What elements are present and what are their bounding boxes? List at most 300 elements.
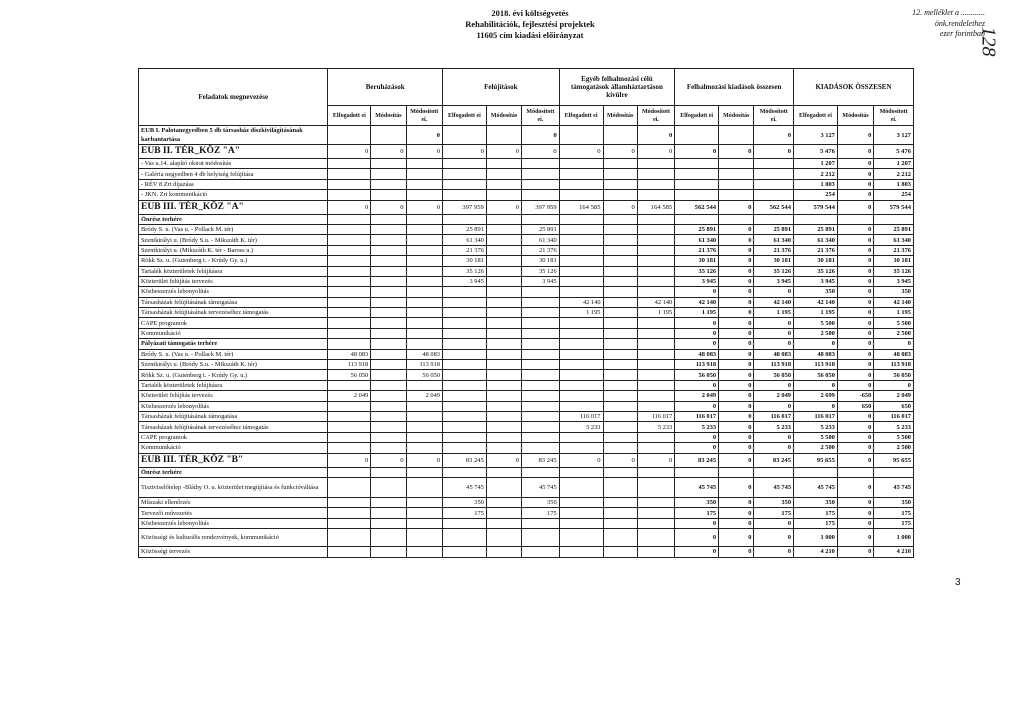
value-cell xyxy=(442,328,486,338)
value-cell xyxy=(371,328,406,338)
value-cell: 0 xyxy=(675,328,719,338)
value-cell: 0 xyxy=(486,145,521,159)
value-cell xyxy=(603,547,637,557)
value-cell: 350 xyxy=(874,287,914,297)
value-cell: 61 340 xyxy=(522,235,559,245)
value-cell xyxy=(371,349,406,359)
row-label: - JKN. Zrt kommunikáció xyxy=(139,190,328,200)
value-cell xyxy=(442,360,486,370)
value-cell: 175 xyxy=(874,518,914,528)
value-cell: 35 126 xyxy=(675,266,719,276)
row-label: Tervezői művezetés xyxy=(139,508,328,518)
value-cell: 0 xyxy=(794,401,838,411)
value-cell: 164 585 xyxy=(559,200,603,214)
value-cell xyxy=(522,422,559,432)
value-cell: 0 xyxy=(837,443,873,453)
value-cell xyxy=(406,497,442,507)
value-cell xyxy=(603,276,637,286)
value-cell: 0 xyxy=(719,308,754,318)
value-cell: 21 376 xyxy=(794,245,838,255)
value-cell: 113 918 xyxy=(328,360,371,370)
value-cell: 0 xyxy=(719,360,754,370)
table-row xyxy=(139,266,914,276)
value-cell: 0 xyxy=(837,380,873,390)
value-cell: 0 xyxy=(837,339,873,349)
value-cell xyxy=(559,169,603,179)
value-cell xyxy=(486,432,521,442)
value-cell xyxy=(637,235,674,245)
value-cell xyxy=(486,287,521,297)
value-cell xyxy=(559,443,603,453)
table-row xyxy=(139,370,914,380)
value-cell xyxy=(442,349,486,359)
annex-regulation: önk.rendelethez xyxy=(934,18,985,28)
value-cell xyxy=(371,370,406,380)
value-cell xyxy=(603,391,637,401)
value-cell: 83 245 xyxy=(675,453,719,467)
value-cell: 0 xyxy=(719,256,754,266)
value-cell: 3 945 xyxy=(442,276,486,286)
value-cell: 0 xyxy=(837,297,873,307)
value-cell: 2 500 xyxy=(794,443,838,453)
value-cell xyxy=(559,497,603,507)
value-cell: 0 xyxy=(559,453,603,467)
value-cell: 0 xyxy=(719,349,754,359)
value-cell: 0 xyxy=(637,145,674,159)
value-cell: 0 xyxy=(406,126,442,145)
value-cell xyxy=(603,126,637,145)
value-cell xyxy=(442,391,486,401)
row-label: - Vas u.14. alapító okirat módosítás xyxy=(139,159,328,169)
sub-column-header: Módosított ei. xyxy=(522,106,559,126)
table-row xyxy=(139,497,914,507)
row-label: Önrész terhére xyxy=(139,467,328,477)
investments-header: Beruházások xyxy=(328,69,443,106)
value-cell: 1 207 xyxy=(794,159,838,169)
value-cell xyxy=(486,401,521,411)
capital-expenditure-total-header: Felhalmozási kiadások összesen xyxy=(675,69,794,106)
value-cell: 113 918 xyxy=(874,360,914,370)
value-cell xyxy=(442,529,486,547)
value-cell xyxy=(637,159,674,169)
value-cell: 1 803 xyxy=(794,179,838,189)
row-label: Közterület felújítás tervezés xyxy=(139,391,328,401)
value-cell: 0 xyxy=(371,453,406,467)
value-cell: 45 745 xyxy=(522,477,559,497)
value-cell: 42 140 xyxy=(794,297,838,307)
row-label: Kommunikáció xyxy=(139,443,328,453)
value-cell xyxy=(486,380,521,390)
value-cell: 35 126 xyxy=(754,266,794,276)
value-cell: 2 500 xyxy=(874,328,914,338)
table-row xyxy=(139,169,914,179)
value-cell xyxy=(406,266,442,276)
row-label: Szentkirályi u. (Bródy S.u. - Mikszáth K. tér) xyxy=(139,235,328,245)
row-label: Tartalék közterületek felújításra xyxy=(139,266,328,276)
value-cell: 116 017 xyxy=(874,411,914,421)
value-cell xyxy=(637,318,674,328)
page-number: 3 xyxy=(955,577,961,588)
value-cell: 0 xyxy=(719,318,754,328)
value-cell xyxy=(603,380,637,390)
value-cell: 5 476 xyxy=(794,145,838,159)
value-cell: 0 xyxy=(874,380,914,390)
value-cell: 2 049 xyxy=(754,391,794,401)
value-cell: 116 017 xyxy=(754,411,794,421)
value-cell xyxy=(371,477,406,497)
value-cell xyxy=(486,318,521,328)
value-cell xyxy=(371,126,406,145)
value-cell: 3 945 xyxy=(874,276,914,286)
value-cell: 113 918 xyxy=(406,360,442,370)
value-cell xyxy=(486,467,521,477)
value-cell: 0 xyxy=(837,159,873,169)
value-cell: 0 xyxy=(719,380,754,390)
value-cell xyxy=(328,339,371,349)
value-cell xyxy=(719,467,754,477)
value-cell xyxy=(486,266,521,276)
value-cell: 562 544 xyxy=(675,200,719,214)
value-cell: 0 xyxy=(719,370,754,380)
value-cell: 0 xyxy=(837,200,873,214)
value-cell: 2 049 xyxy=(874,391,914,401)
sub-column-header: Módosítás xyxy=(371,106,406,126)
value-cell: 5 500 xyxy=(794,318,838,328)
value-cell xyxy=(442,339,486,349)
value-cell: 0 xyxy=(837,266,873,276)
value-cell: 61 340 xyxy=(754,235,794,245)
value-cell xyxy=(637,214,674,224)
value-cell xyxy=(559,547,603,557)
value-cell: 21 376 xyxy=(874,245,914,255)
value-cell: 30 181 xyxy=(874,256,914,266)
value-cell xyxy=(719,159,754,169)
value-cell xyxy=(559,214,603,224)
value-cell xyxy=(603,467,637,477)
value-cell xyxy=(442,547,486,557)
row-label: Pályázati támogatás terhére xyxy=(139,339,328,349)
value-cell xyxy=(371,308,406,318)
value-cell: 35 126 xyxy=(522,266,559,276)
row-label: Társasházak felújításának támogatása xyxy=(139,297,328,307)
value-cell: 0 xyxy=(837,318,873,328)
value-cell: 21 376 xyxy=(442,245,486,255)
value-cell xyxy=(603,422,637,432)
sub-column-header: Elfogadott ei xyxy=(675,106,719,126)
value-cell xyxy=(328,159,371,169)
value-cell xyxy=(328,477,371,497)
sub-column-header: Elfogadott ei xyxy=(559,106,603,126)
value-cell: 0 xyxy=(837,245,873,255)
value-cell xyxy=(442,287,486,297)
value-cell: 48 083 xyxy=(675,349,719,359)
value-cell: 5 233 xyxy=(874,422,914,432)
value-cell xyxy=(522,370,559,380)
value-cell xyxy=(486,126,521,145)
value-cell: 0 xyxy=(675,518,719,528)
value-cell xyxy=(603,214,637,224)
value-cell xyxy=(486,360,521,370)
value-cell: 113 918 xyxy=(675,360,719,370)
value-cell xyxy=(603,245,637,255)
value-cell xyxy=(675,159,719,169)
value-cell: 350 xyxy=(522,497,559,507)
value-cell: 0 xyxy=(719,508,754,518)
value-cell xyxy=(371,467,406,477)
value-cell: 0 xyxy=(837,169,873,179)
value-cell xyxy=(522,380,559,390)
value-cell xyxy=(328,190,371,200)
value-cell: 1 000 xyxy=(794,529,838,547)
value-cell xyxy=(406,529,442,547)
value-cell: 0 xyxy=(719,518,754,528)
value-cell: 0 xyxy=(837,126,873,145)
value-cell xyxy=(486,391,521,401)
value-cell xyxy=(371,360,406,370)
table-row xyxy=(139,214,914,224)
value-cell xyxy=(603,518,637,528)
value-cell: 175 xyxy=(794,518,838,528)
value-cell: 0 xyxy=(719,287,754,297)
value-cell xyxy=(486,443,521,453)
value-cell: 0 xyxy=(719,443,754,453)
value-cell: 5 500 xyxy=(874,432,914,442)
value-cell: 0 xyxy=(837,432,873,442)
value-cell: -650 xyxy=(837,391,873,401)
value-cell: 56 050 xyxy=(874,370,914,380)
value-cell: 0 xyxy=(754,529,794,547)
value-cell: 61 340 xyxy=(794,235,838,245)
value-cell xyxy=(559,224,603,234)
value-cell: 5 476 xyxy=(874,145,914,159)
row-label: CAPE programok xyxy=(139,432,328,442)
value-cell: 0 xyxy=(328,453,371,467)
value-cell xyxy=(371,190,406,200)
value-cell xyxy=(371,443,406,453)
value-cell: 0 xyxy=(754,328,794,338)
table-row xyxy=(139,401,914,411)
value-cell xyxy=(486,497,521,507)
value-cell xyxy=(328,328,371,338)
value-cell: 0 xyxy=(837,235,873,245)
value-cell xyxy=(637,529,674,547)
value-cell: 0 xyxy=(719,453,754,467)
value-cell: 0 xyxy=(406,200,442,214)
budget-table xyxy=(138,68,914,558)
value-cell: 0 xyxy=(754,145,794,159)
value-cell xyxy=(371,401,406,411)
value-cell: 0 xyxy=(837,287,873,297)
value-cell xyxy=(406,547,442,557)
row-label: Közbeszerzés lebonyolítás xyxy=(139,287,328,297)
table-row xyxy=(139,360,914,370)
value-cell xyxy=(522,339,559,349)
table-row xyxy=(139,508,914,518)
value-cell: 3 945 xyxy=(794,276,838,286)
value-cell xyxy=(559,467,603,477)
value-cell: 3 945 xyxy=(675,276,719,286)
value-cell xyxy=(328,401,371,411)
value-cell xyxy=(559,349,603,359)
row-label: Szentkirályi u. (Mikszáth K. tér - Baross u.) xyxy=(139,245,328,255)
value-cell xyxy=(328,467,371,477)
value-cell: 0 xyxy=(837,547,873,557)
table-row xyxy=(139,432,914,442)
value-cell xyxy=(406,276,442,286)
sub-column-header: Elfogadott ei xyxy=(328,106,371,126)
value-cell xyxy=(522,432,559,442)
value-cell: 5 233 xyxy=(754,422,794,432)
value-cell: 2 500 xyxy=(874,443,914,453)
value-cell xyxy=(559,360,603,370)
value-cell: 35 126 xyxy=(794,266,838,276)
row-label: EUB III. TÉR_KÖZ "A" xyxy=(139,200,328,214)
value-cell: 0 xyxy=(603,453,637,467)
value-cell: 25 891 xyxy=(522,224,559,234)
value-cell: 116 017 xyxy=(637,411,674,421)
value-cell: 0 xyxy=(837,360,873,370)
value-cell: 0 xyxy=(837,328,873,338)
value-cell: 0 xyxy=(754,443,794,453)
value-cell xyxy=(486,224,521,234)
value-cell xyxy=(719,126,754,145)
value-cell xyxy=(794,467,838,477)
value-cell: 3 127 xyxy=(874,126,914,145)
value-cell xyxy=(371,391,406,401)
value-cell xyxy=(406,256,442,266)
value-cell: 2 699 xyxy=(794,391,838,401)
value-cell: 0 xyxy=(837,518,873,528)
value-cell: 25 891 xyxy=(754,224,794,234)
value-cell xyxy=(522,214,559,224)
value-cell xyxy=(559,190,603,200)
value-cell: 0 xyxy=(837,508,873,518)
value-cell: 1 195 xyxy=(874,308,914,318)
value-cell: 0 xyxy=(675,318,719,328)
value-cell xyxy=(637,169,674,179)
row-label: Tisztviselőtelep -Bláthy O. u. közterület megújítása és funkcióváltása xyxy=(139,477,328,497)
value-cell: 0 xyxy=(754,547,794,557)
value-cell: 175 xyxy=(442,508,486,518)
value-cell xyxy=(522,443,559,453)
table-row xyxy=(139,256,914,266)
value-cell xyxy=(559,179,603,189)
value-cell xyxy=(603,508,637,518)
value-cell xyxy=(837,214,873,224)
value-cell xyxy=(328,422,371,432)
value-cell xyxy=(442,370,486,380)
value-cell: 0 xyxy=(559,145,603,159)
value-cell: 5 233 xyxy=(794,422,838,432)
value-cell: 175 xyxy=(675,508,719,518)
value-cell xyxy=(603,349,637,359)
row-label: - Galéria negyedben 4 db helyiség felújítása xyxy=(139,169,328,179)
value-cell xyxy=(637,256,674,266)
value-cell: 45 745 xyxy=(442,477,486,497)
budget-table-body xyxy=(139,126,914,558)
value-cell: 3 945 xyxy=(522,276,559,286)
value-cell xyxy=(522,159,559,169)
value-cell xyxy=(406,477,442,497)
value-cell: 116 017 xyxy=(794,411,838,421)
value-cell: 0 xyxy=(442,145,486,159)
value-cell xyxy=(637,391,674,401)
table-row xyxy=(139,453,914,467)
value-cell xyxy=(603,401,637,411)
value-cell: 56 050 xyxy=(754,370,794,380)
value-cell: 5 500 xyxy=(794,432,838,442)
value-cell: 0 xyxy=(675,380,719,390)
value-cell: 25 891 xyxy=(794,224,838,234)
sub-column-header: Módosított ei. xyxy=(754,106,794,126)
row-label: Kommunikáció xyxy=(139,328,328,338)
value-cell: 42 140 xyxy=(675,297,719,307)
value-cell xyxy=(442,308,486,318)
value-cell xyxy=(371,159,406,169)
value-cell xyxy=(874,214,914,224)
value-cell: 350 xyxy=(794,287,838,297)
value-cell xyxy=(371,266,406,276)
value-cell xyxy=(406,508,442,518)
value-cell xyxy=(603,360,637,370)
table-row xyxy=(139,318,914,328)
table-row xyxy=(139,380,914,390)
value-cell xyxy=(675,179,719,189)
value-cell: 164 585 xyxy=(637,200,674,214)
value-cell: 4 210 xyxy=(874,547,914,557)
value-cell: 0 xyxy=(719,477,754,497)
value-cell: 0 xyxy=(754,287,794,297)
value-cell xyxy=(522,547,559,557)
value-cell: 350 xyxy=(675,497,719,507)
value-cell: 48 083 xyxy=(874,349,914,359)
value-cell xyxy=(328,529,371,547)
other-capital-grants-header: Egyéb felhalmozási célú támogatások államháztartáson kívülre xyxy=(559,69,675,106)
value-cell: 0 xyxy=(603,200,637,214)
value-cell: 0 xyxy=(719,328,754,338)
value-cell: 4 210 xyxy=(794,547,838,557)
value-cell xyxy=(559,432,603,442)
value-cell xyxy=(328,276,371,286)
value-cell: 0 xyxy=(675,339,719,349)
value-cell xyxy=(486,518,521,528)
value-cell xyxy=(328,380,371,390)
value-cell xyxy=(371,529,406,547)
value-cell xyxy=(328,318,371,328)
value-cell: 42 140 xyxy=(754,297,794,307)
value-cell: 397 959 xyxy=(442,200,486,214)
value-cell: 0 xyxy=(837,411,873,421)
value-cell xyxy=(328,214,371,224)
value-cell xyxy=(603,318,637,328)
value-cell xyxy=(522,169,559,179)
sub-column-header: Módosított ei. xyxy=(637,106,674,126)
value-cell xyxy=(371,432,406,442)
value-cell xyxy=(442,467,486,477)
value-cell xyxy=(371,318,406,328)
value-cell: 95 655 xyxy=(874,453,914,467)
value-cell: 0 xyxy=(406,145,442,159)
value-cell xyxy=(486,477,521,497)
value-cell xyxy=(522,360,559,370)
value-cell xyxy=(637,432,674,442)
value-cell xyxy=(371,422,406,432)
value-cell xyxy=(442,518,486,528)
value-cell: 5 233 xyxy=(559,422,603,432)
value-cell: 5 233 xyxy=(637,422,674,432)
row-label: Társasházak felújításának támogatása xyxy=(139,411,328,421)
value-cell: 175 xyxy=(754,508,794,518)
